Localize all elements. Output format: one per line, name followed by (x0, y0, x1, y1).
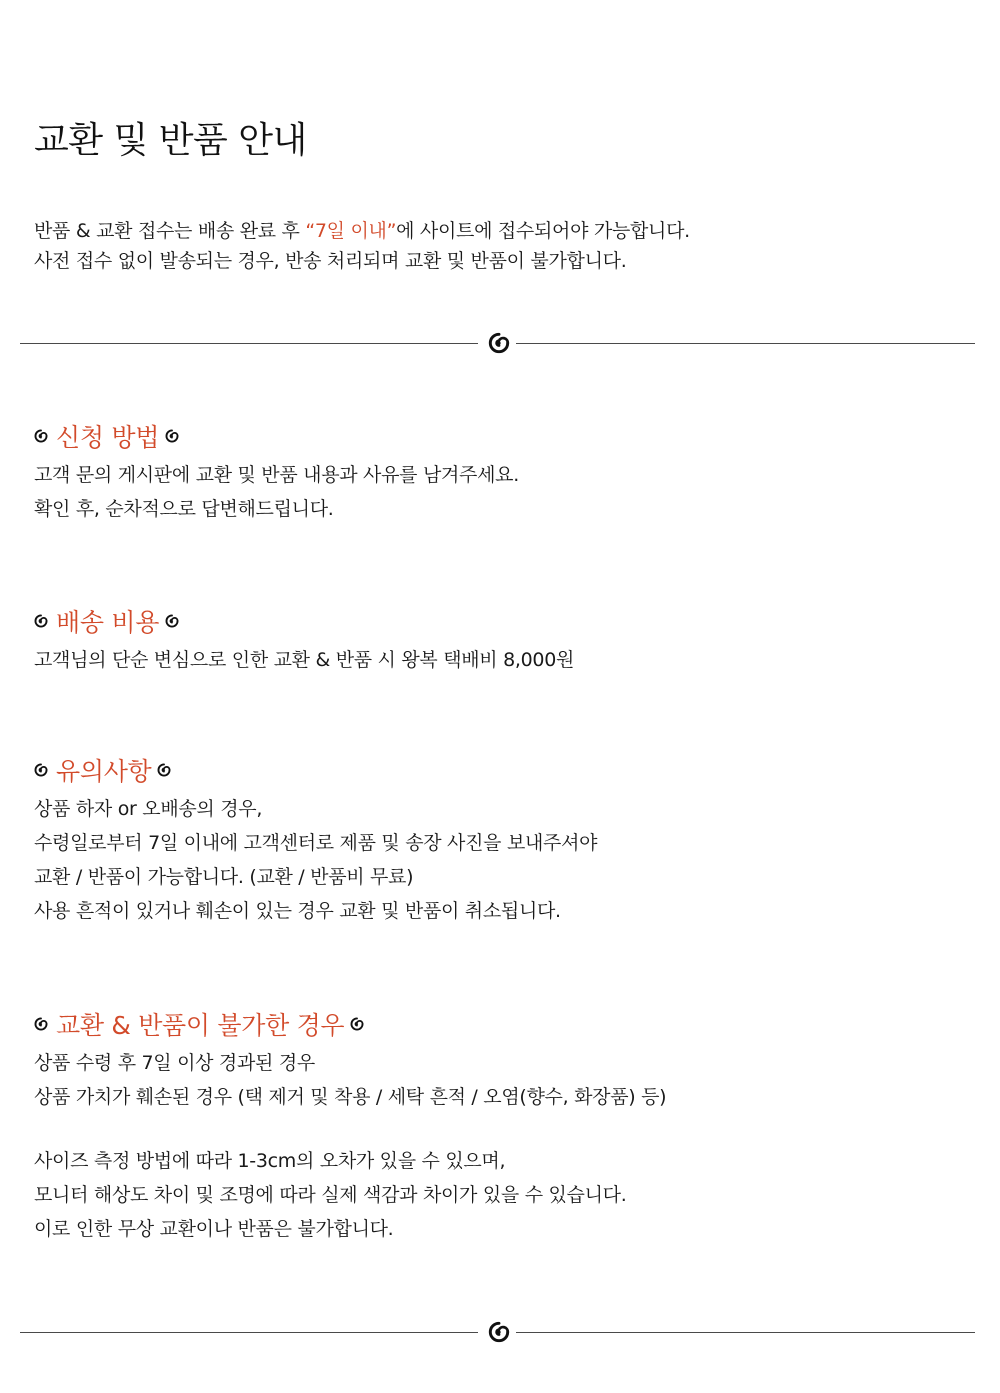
swirl-bullet-icon (34, 614, 48, 628)
swirl-bullet-icon (157, 763, 171, 777)
swirl-bullet-icon (34, 763, 48, 777)
divider-bottom (20, 1320, 975, 1344)
section-body (34, 1046, 666, 1246)
note-line: 이로 인한 무상 교환이나 반품은 불가합니다. (34, 1218, 394, 1240)
section-body (34, 792, 597, 928)
intro-line-1-text: 반품 & 교환 접수는 배송 완료 후 (34, 220, 306, 242)
intro-line-1-tail: 에 사이트에 접수되어야 가능합니다. (396, 220, 690, 242)
body-line: 고객 문의 게시판에 교환 및 반품 내용과 사유를 남겨주세요. (34, 464, 519, 486)
section-not-allowed (34, 1006, 666, 1246)
section-heading (34, 418, 519, 454)
section-body (34, 643, 574, 677)
section-title: 교환 & 반품이 불가한 경우 (56, 1011, 345, 1040)
note-line: 모니터 해상도 차이 및 조명에 따라 실제 색감과 차이가 있을 수 있습니다. (34, 1184, 627, 1206)
intro-deadline-highlight: “7일 이내” (305, 220, 397, 242)
body-line: 고객님의 단순 변심으로 인한 교환 & 반품 시 왕복 택배비 8,000원 (34, 649, 575, 671)
swirl-ornament-icon (488, 1321, 510, 1343)
section-heading (34, 603, 574, 639)
intro-line-2: 사전 접수 없이 발송되는 경우, 반송 처리되며 교환 및 반품이 불가합니다. (34, 250, 627, 272)
paragraph-gap (34, 1114, 666, 1144)
body-line: 교환 / 반품이 가능합니다. (교환 / 반품비 무료) (34, 866, 414, 888)
section-shipping-cost (34, 603, 574, 677)
body-line: 상품 하자 or 오배송의 경우, (34, 798, 263, 820)
section-title: 신청 방법 (56, 423, 160, 452)
body-line: 사용 흔적이 있거나 훼손이 있는 경우 교환 및 반품이 취소됩니다. (34, 900, 561, 922)
swirl-bullet-icon (350, 1017, 364, 1031)
section-body (34, 458, 519, 526)
swirl-bullet-icon (165, 429, 179, 443)
section-title: 배송 비용 (56, 608, 160, 637)
body-line: 수령일로부터 7일 이내에 고객센터로 제품 및 송장 사진을 보내주셔야 (34, 832, 598, 854)
page-title: 교환 및 반품 안내 (34, 120, 307, 161)
divider-line-left (20, 343, 478, 344)
intro-line-1 (34, 216, 690, 246)
divider-line-right (516, 343, 975, 344)
swirl-bullet-icon (165, 614, 179, 628)
section-heading (34, 752, 597, 788)
section-title: 유의사항 (56, 757, 152, 786)
note-line: 사이즈 측정 방법에 따라 1-3cm의 오차가 있을 수 있으며, (34, 1150, 506, 1172)
body-line: 상품 가치가 훼손된 경우 (택 제거 및 착용 / 세탁 흔적 / 오염(향수, 화장품) 등) (34, 1086, 667, 1108)
section-notes (34, 752, 597, 928)
divider-line-right (516, 1332, 975, 1333)
swirl-ornament-icon (488, 332, 510, 354)
intro-text (34, 216, 690, 276)
divider-line-left (20, 1332, 478, 1333)
section-heading (34, 1006, 666, 1042)
section-how-to-apply (34, 418, 519, 526)
swirl-bullet-icon (34, 1017, 48, 1031)
divider-top (20, 331, 975, 355)
body-line: 상품 수령 후 7일 이상 경과된 경우 (34, 1052, 315, 1074)
swirl-bullet-icon (34, 429, 48, 443)
body-line: 확인 후, 순차적으로 답변해드립니다. (34, 498, 334, 520)
